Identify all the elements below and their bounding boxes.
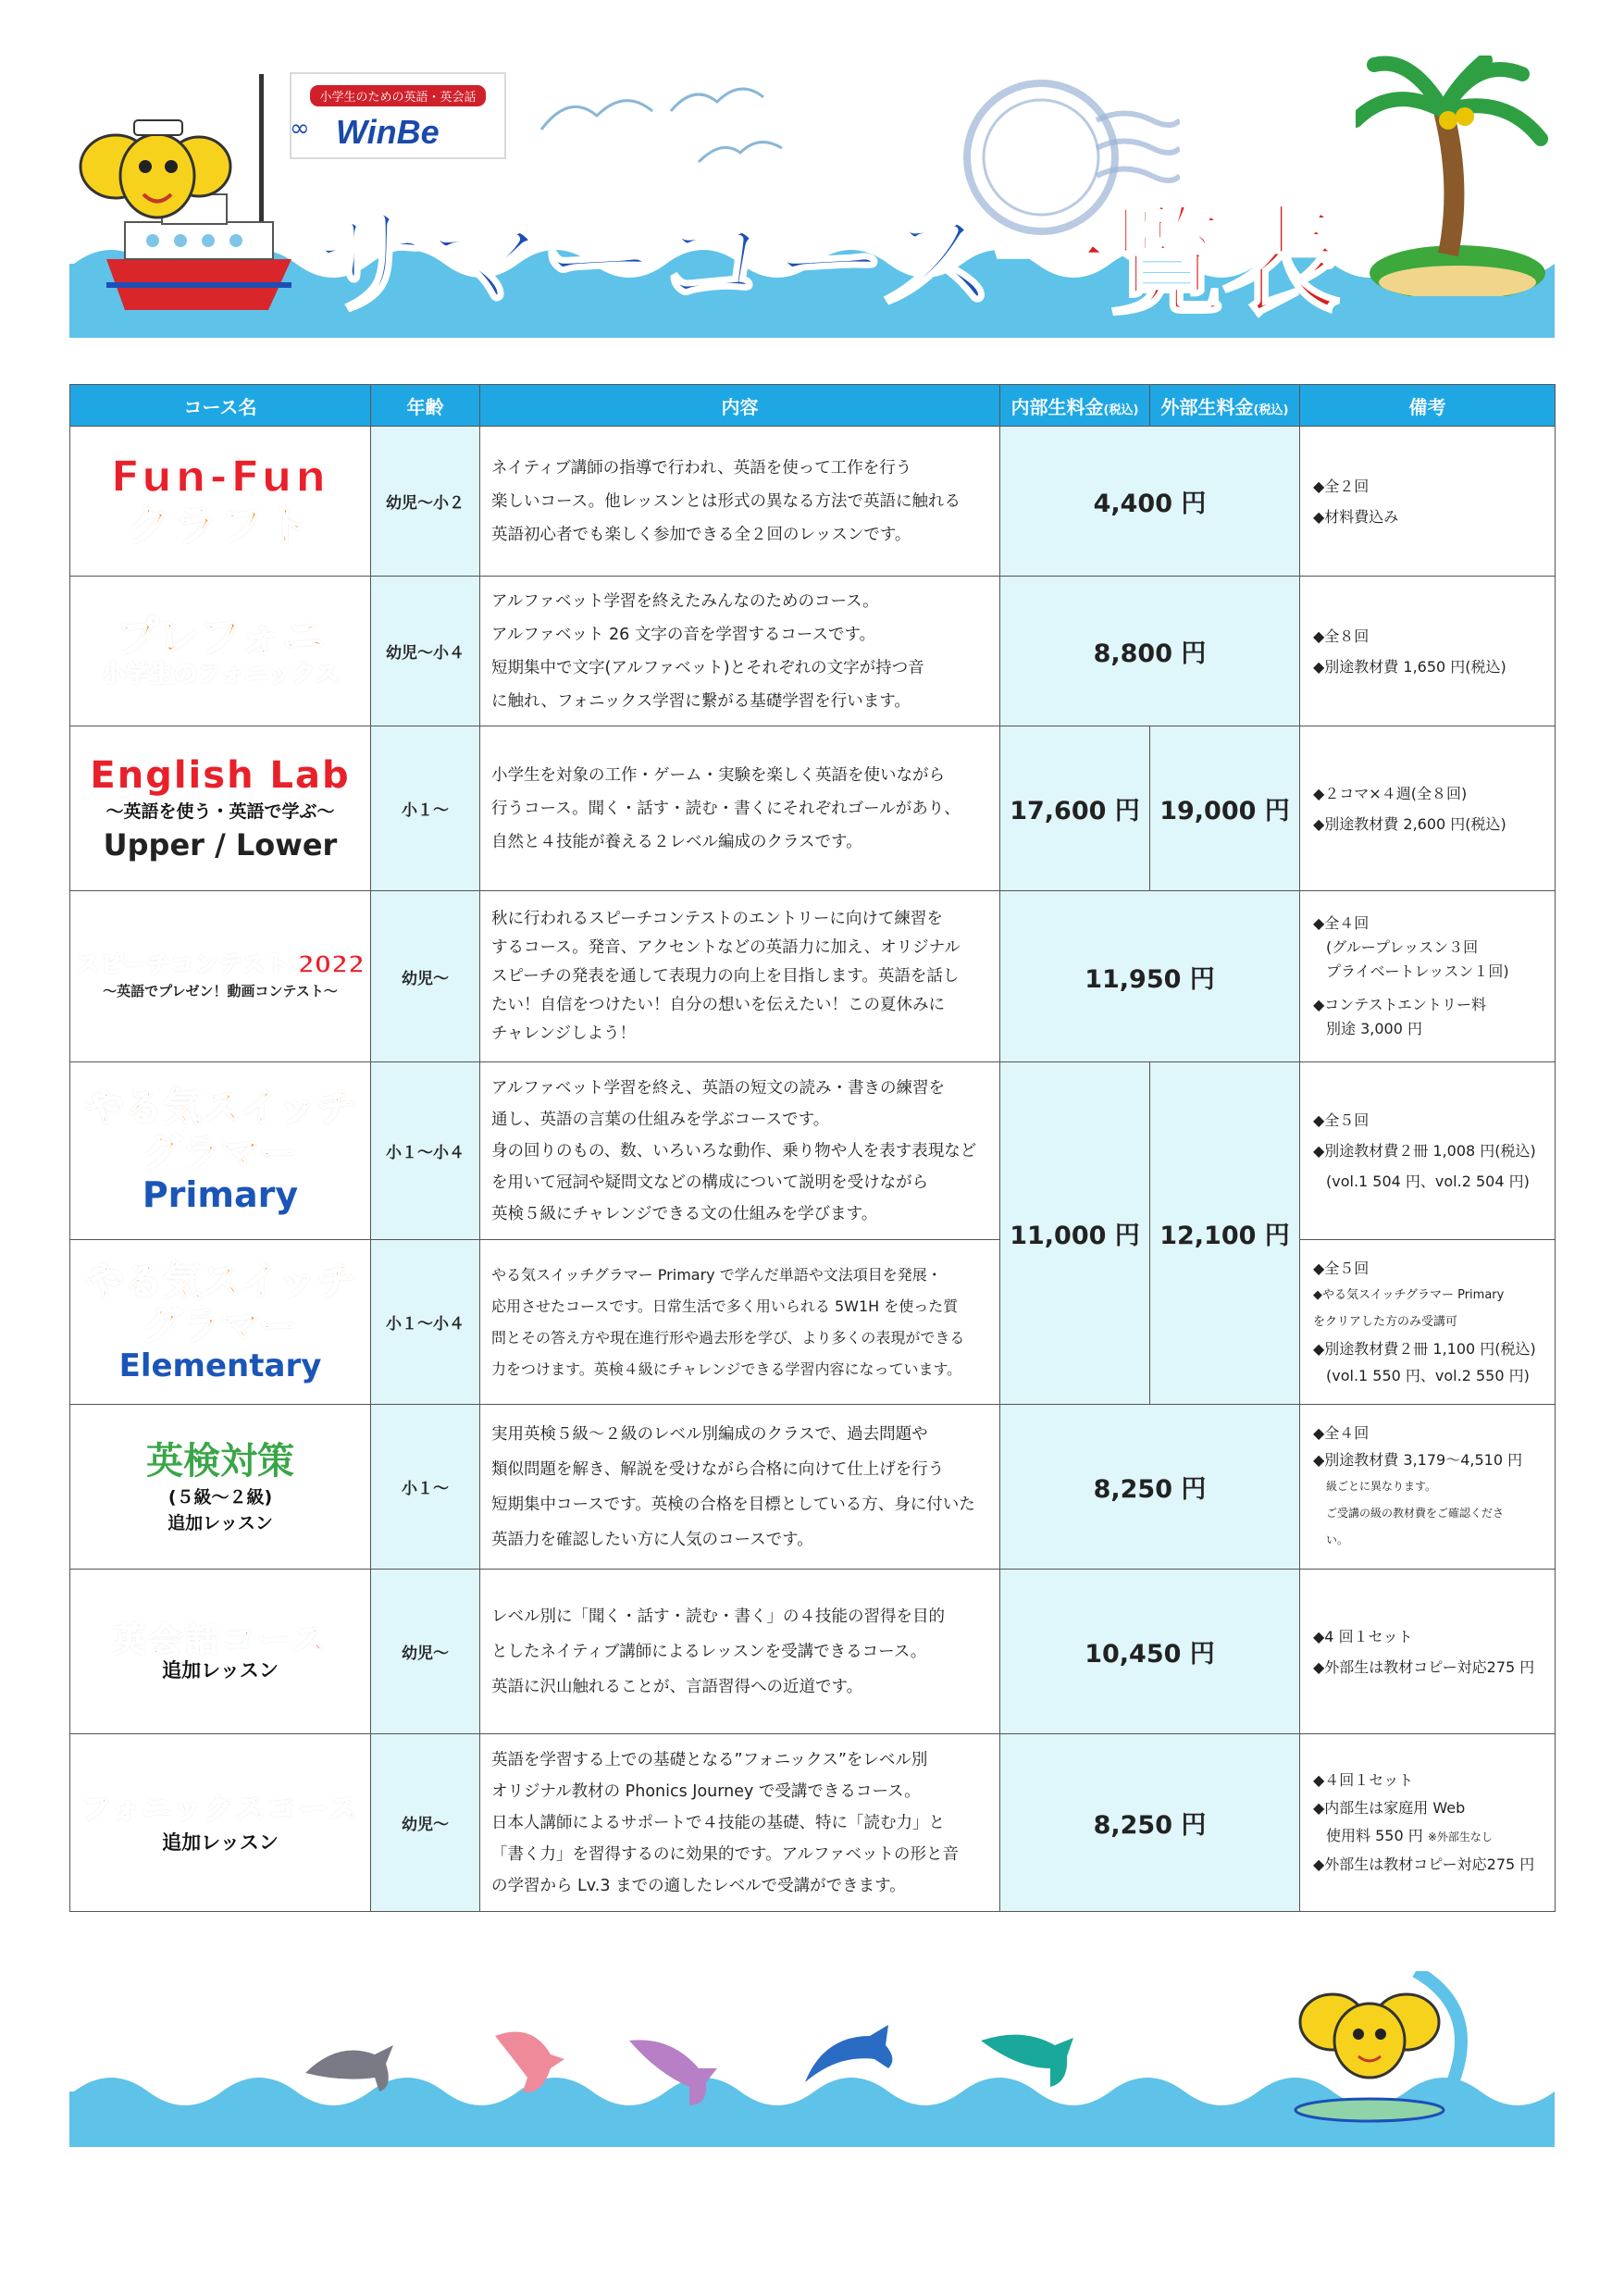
course-notes	[1300, 1570, 1556, 1734]
course-name-line: グラマー	[142, 1302, 298, 1348]
course-price: 11,950 円	[1000, 891, 1300, 1062]
tax-note: (税込)	[1103, 403, 1139, 417]
course-name-line: クラフト	[128, 500, 313, 551]
note-line: ◆別途教材費２冊 1,100 円(税込)	[1313, 1340, 1536, 1358]
content-line: 身の回りのもの、数、いろいろな動作、乗り物や人を表す表現など	[491, 1141, 977, 1160]
note-line: ◆コンテストエントリー料	[1313, 996, 1487, 1013]
course-name	[70, 1570, 371, 1734]
course-name-line: 英会話コース	[112, 1620, 329, 1659]
note-line: (vol.1 550 円、vol.2 550 円)	[1326, 1367, 1530, 1384]
content-line: 短期集中コースです。英検の合格を目標としている方、身に付いた	[491, 1495, 975, 1514]
course-content	[480, 1062, 1000, 1240]
content-line: 英検５級にチャレンジできる文の仕組みを学びます。	[491, 1204, 878, 1223]
table-row	[70, 1570, 1556, 1734]
course-content	[480, 577, 1000, 726]
course-name-line: フォニックスコース	[81, 1791, 360, 1827]
course-notes	[1300, 1240, 1556, 1405]
content-line: の学習から Lv.3 までの適したレベルで受講ができます。	[491, 1876, 906, 1895]
note-line: ◆全４回	[1313, 914, 1370, 932]
course-price: 8,250 円	[1000, 1405, 1300, 1570]
content-line: アルファベット 26 文字の音を学習するコースです。	[491, 625, 876, 644]
footer-decoration	[69, 1962, 1555, 2147]
course-name	[70, 577, 371, 726]
dolphin-icon	[800, 2017, 902, 2101]
content-line: やる気スイッチグラマー Primary で学んだ単語や文法項目を発展・	[491, 1265, 942, 1284]
course-name-line: English Lab	[90, 754, 351, 798]
tax-note: (税込)	[1253, 403, 1289, 417]
note-line: ご受講の級の教材費をご確認くださ	[1326, 1507, 1505, 1520]
course-name-line: ～英語を使う・英語で学ぶ～	[105, 801, 335, 823]
course-notes	[1300, 1062, 1556, 1240]
course-name-line: 小学生のフォニックス	[101, 661, 340, 689]
course-age: 幼児～	[371, 1570, 480, 1734]
course-name-line: 追加レッスン	[162, 1659, 279, 1682]
table-row	[70, 891, 1556, 1062]
price-external-label: 外部生料金	[1160, 395, 1254, 418]
note-line: ◆4 回１セット	[1313, 1627, 1413, 1645]
course-name	[70, 1734, 371, 1912]
note-line: 別途 3,000 円	[1326, 1020, 1422, 1037]
course-name-text: プレフォニ	[116, 612, 325, 663]
column-header-age: 年齢	[371, 385, 480, 427]
content-line: 英語力を確認したい方に人気のコースです。	[491, 1530, 813, 1549]
course-name-line: スピーチコンテスト 2022	[75, 951, 366, 980]
content-line: に触れ、フォニックス学習に繋がる基礎学習を行います。	[491, 691, 911, 711]
course-age: 小１～小４	[371, 1062, 480, 1240]
content-line: 自然と４技能が養える２レベル編成のクラスです。	[491, 832, 862, 851]
note-line: (vol.1 504 円、vol.2 504 円)	[1326, 1173, 1530, 1190]
header-banner	[69, 56, 1555, 338]
course-notes	[1300, 1405, 1556, 1570]
course-price: 4,400 円	[1000, 427, 1300, 577]
course-price-external: 19,000 円	[1150, 726, 1300, 891]
note-line: ◆全８回	[1313, 627, 1370, 645]
note-text: ※外部生なし	[1427, 1831, 1493, 1843]
note-line: ◆全５回	[1313, 1260, 1370, 1277]
dolphin-icon	[486, 2017, 569, 2101]
title-accent: 一覧表	[992, 193, 1337, 331]
table-row	[70, 726, 1556, 891]
course-content	[480, 1405, 1000, 1570]
content-line: 「書く力」を習得するのに効果的です。アルファベットの形と音	[491, 1844, 960, 1864]
content-line: アルファベット学習を終えたみんなのためのコース。	[491, 591, 879, 611]
course-name-line	[70, 613, 370, 662]
course-notes	[1300, 891, 1556, 1062]
content-line: 類似問題を解き、解説を受けながら合格に向けて仕上げを行う	[491, 1459, 945, 1479]
content-line: 力をつけます。英検４級にチャレンジできる学習内容になっています。	[491, 1359, 962, 1378]
note-line: ◆材料費込み	[1313, 507, 1399, 526]
course-name-line: やる気スイッチ	[84, 1085, 356, 1131]
course-age: 小１～	[371, 1405, 480, 1570]
dolphin-icon	[301, 2036, 403, 2101]
course-notes	[1300, 1734, 1556, 1912]
note-line: ◆全４回	[1313, 1424, 1370, 1442]
column-header-price-external	[1150, 385, 1300, 427]
note-line: ◆２コマ×４週(全８回)	[1313, 784, 1468, 802]
course-name-line: Fun-Fun	[110, 451, 330, 502]
palm-island-icon	[1356, 56, 1555, 296]
content-line: 英語を学習する上での基礎となる”フォニックス”をレベル別	[491, 1750, 928, 1769]
course-notes	[1300, 577, 1556, 726]
course-age: 小１～	[371, 726, 480, 891]
course-content	[480, 891, 1000, 1062]
course-price-external: 12,100 円	[1150, 1062, 1300, 1405]
note-line	[1313, 1822, 1542, 1851]
course-name-line: Upper / Lower	[103, 827, 338, 863]
course-notes	[1300, 427, 1556, 577]
course-age: 幼児～	[371, 1734, 480, 1912]
course-price: 8,250 円	[1000, 1734, 1300, 1912]
table-row	[70, 427, 1556, 577]
content-line: 英語に沢山触れることが、言語習得への近道です。	[491, 1677, 863, 1696]
course-name-line: ～英語でプレゼン！動画コンテスト～	[103, 983, 338, 1000]
course-name	[70, 1240, 371, 1405]
logo-mark-icon: ∞	[290, 115, 310, 143]
content-line: チャレンジしよう！	[491, 1024, 637, 1043]
note-line: (グループレッスン３回	[1326, 938, 1479, 956]
content-line: スピーチの発表を通して表現力の向上を目指します。英語を話し	[491, 966, 960, 986]
logo-text: WinBe	[336, 113, 440, 151]
table-row	[70, 577, 1556, 726]
course-content	[480, 726, 1000, 891]
price-internal-label: 内部生料金	[1010, 395, 1104, 418]
course-price: 10,450 円	[1000, 1570, 1300, 1734]
course-content	[480, 1570, 1000, 1734]
course-age: 幼児～	[371, 891, 480, 1062]
content-line: たい！自信をつけたい！自分の想いを伝えたい！この夏休みに	[491, 995, 945, 1014]
content-line: 応用させたコースです。日常生活で多く用いられる 5W1H を使った質	[491, 1297, 959, 1315]
note-text: 使用料 550 円	[1326, 1827, 1423, 1844]
content-line: としたネイティブ講師によるレッスンを受講できるコース。	[491, 1642, 927, 1661]
dolphin-icon	[625, 2027, 726, 2110]
course-name-line: やる気スイッチ	[84, 1258, 356, 1304]
course-price-internal: 11,000 円	[1000, 1062, 1150, 1405]
course-name-line: Elementary	[118, 1347, 322, 1385]
title-main: サマーコース	[310, 193, 993, 331]
course-table	[69, 384, 1556, 1912]
note-line: ◆別途教材費 3,179～4,510 円	[1313, 1451, 1523, 1469]
content-line: ネイティブ講師の指導で行われ、英語を使って工作を行う	[491, 458, 912, 478]
course-name	[70, 427, 371, 577]
course-age: 小１～小４	[371, 1240, 480, 1405]
surfing-mascot-icon	[1277, 1971, 1481, 2128]
course-name	[70, 1062, 371, 1240]
note-line: ◆やる気スイッチグラマー Primary	[1313, 1288, 1505, 1302]
course-name	[70, 1405, 371, 1570]
note-line: 級ごとに異なります。	[1326, 1480, 1437, 1493]
course-name-line: 追加レッスン	[167, 1512, 273, 1533]
course-age: 幼児～小４	[371, 577, 480, 726]
note-line: ◆内部生は家庭用 Web	[1313, 1799, 1466, 1817]
course-name-line: Primary	[142, 1173, 299, 1215]
course-name	[70, 891, 371, 1062]
course-content	[480, 1734, 1000, 1912]
content-line: オリジナル教材の Phonics Journey で受講できるコース。	[491, 1781, 921, 1801]
course-price: 8,800 円	[1000, 577, 1300, 726]
column-header-content: 内容	[480, 385, 1000, 427]
course-name-line: 追加レッスン	[162, 1831, 279, 1854]
content-line: 小学生を対象の工作・ゲーム・実験を楽しく英語を使いながら	[491, 765, 945, 785]
column-header-notes: 備考	[1300, 385, 1556, 427]
note-line: ◆別途教材費 1,650 円(税込)	[1313, 657, 1506, 676]
course-age: 幼児～小２	[371, 427, 480, 577]
table-header-row	[70, 385, 1556, 427]
seagull-icon	[532, 74, 810, 176]
course-name-line: (５級～２級)	[167, 1486, 273, 1508]
content-line: アルファベット学習を終え、英語の短文の読み・書きの練習を	[491, 1078, 945, 1098]
course-content	[480, 427, 1000, 577]
note-line: ◆全５回	[1313, 1111, 1370, 1129]
course-name-line: グラマー	[142, 1129, 298, 1175]
content-line: レベル別に「聞く・話す・読む・書く」の４技能の習得を目的	[491, 1607, 945, 1626]
column-header-name: コース名	[70, 385, 371, 427]
note-line: プライベートレッスン１回)	[1326, 962, 1509, 980]
content-line: 楽しいコース。他レッスンとは形式の異なる方法で英語に触れる	[491, 491, 961, 511]
course-price-internal: 17,600 円	[1000, 726, 1150, 891]
logo-tagline: 小学生のための英語・英会話	[310, 85, 486, 106]
table-row	[70, 1734, 1556, 1912]
content-line: 日本人講師によるサポートで４技能の基礎、特に「読む力」と	[491, 1813, 945, 1832]
table-row	[70, 1062, 1556, 1240]
note-line: ◆外部生は教材コピー対応275 円	[1313, 1657, 1535, 1676]
note-line: ◆４回１セット	[1313, 1771, 1414, 1789]
content-line: 短期集中で文字(アルファベット)とそれぞれの文字が持つ音	[491, 658, 924, 677]
elephant-mascot-icon	[79, 102, 236, 241]
table-row	[70, 1405, 1556, 1570]
note-line: ◆別途教材費２冊 1,008 円(税込)	[1313, 1142, 1536, 1160]
dolphin-icon	[976, 2017, 1078, 2101]
logo	[290, 72, 506, 159]
note-line: ◆外部生は教材コピー対応275 円	[1313, 1855, 1535, 1873]
content-line: 行うコース。聞く・話す・読む・書くにそれぞれゴールがあり、	[491, 799, 961, 818]
content-line: を用いて冠詞や疑問文などの構成について説明を受けながら	[491, 1173, 929, 1192]
content-line: 英語初心者でも楽しく参加できる全２回のレッスンです。	[491, 525, 911, 544]
note-line: ◆全２回	[1313, 477, 1370, 495]
content-line: 実用英検５級～２級のレベル別編成のクラスで、過去問題や	[491, 1424, 928, 1444]
course-content	[480, 1240, 1000, 1405]
page-title	[310, 167, 1337, 337]
column-header-price-internal	[1000, 385, 1150, 427]
note-line: ◆別途教材費 2,600 円(税込)	[1313, 814, 1506, 833]
content-line: 問とその答え方や現在進行形や過去形を学び、より多くの表現ができる	[491, 1328, 965, 1347]
course-notes	[1300, 726, 1556, 891]
table-row	[70, 1240, 1556, 1405]
content-line: するコース。発音、アクセントなどの英語力に加え、オリジナル	[491, 937, 961, 957]
course-name-line: 英検対策	[146, 1439, 294, 1483]
note-line: い。	[1326, 1533, 1349, 1546]
course-name	[70, 726, 371, 891]
content-line: 通し、英語の言葉の仕組みを学ぶコースです。	[491, 1110, 830, 1129]
note-line: をクリアした方のみ受講可	[1313, 1315, 1458, 1329]
content-line: 秋に行われるスピーチコンテストのエントリーに向けて練習を	[491, 909, 943, 928]
